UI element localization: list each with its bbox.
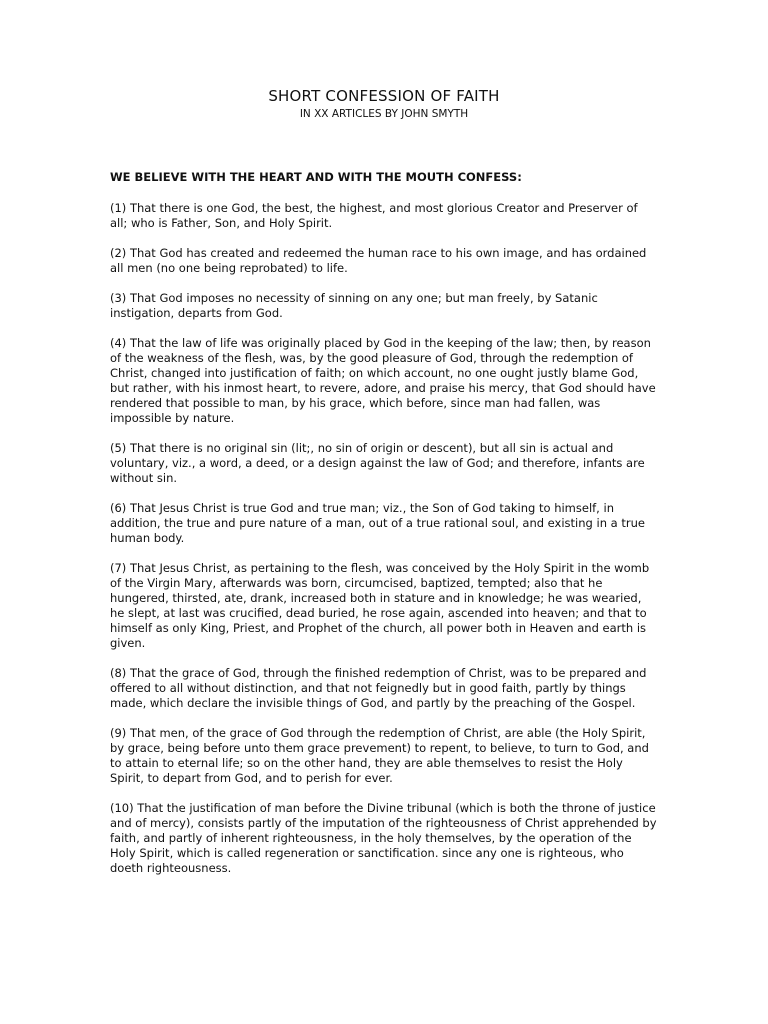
article-10: (10) That the justification of man before the Divine tribunal (which is both the throne of justice and of mercy), consists partly of the imputation of the righteousness of Christ apprehended by faith, and partly of inherent righteousness, in the holy themselves, by the operation of the Holy Spirit, which is called regeneration or sanctification. since any one is righteous, who doeth righteousness. [110,801,657,875]
article-4: (4) That the law of life was originally placed by God in the keeping of the law; then, by reason of the weakness of the flesh, was, by the good pleasure of God, through the redemption of Christ, changed into justification of faith; on which account, no one ought justly blame God, but rather, with his inmost heart, to revere, adore, and praise his mercy, that God should have rendered that possible to man, by his grace, which before, since man had fallen, was impossible by nature. [110,336,656,425]
confession-heading: WE BELIEVE WITH THE HEART AND WITH THE MOUTH CONFESS: [110,170,522,184]
article-3: (3) That God imposes no necessity of sinning on any one; but man freely, by Satanic instigation, departs from God. [110,291,598,320]
article-2: (2) That God has created and redeemed the human race to his own image, and has ordained all men (no one being reprobated) to life. [110,246,647,275]
document-subtitle: IN XX ARTICLES BY JOHN SMYTH [299,108,469,120]
articles-body [110,201,658,891]
article-6: (6) That Jesus Christ is true God and true man; viz., the Son of God taking to himself, in addition, the true and pure nature of a man, out of a true rational soul, and existing in a true human body. [110,501,645,545]
document-title: SHORT CONFESSION OF FAITH [268,87,500,105]
article-7: (7) That Jesus Christ, as pertaining to the flesh, was conceived by the Holy Spirit in the womb of the Virgin Mary, afterwards was born, circumcised, baptized, tempted; also that he hungered, thirsted, ate, drank, increased both in stature and in knowledge; he was wearied, he slept, at last was crucified, dead buried, he rose again, ascended into heaven; and that to himself as only King, Priest, and Prophet of the church, all power both in Heaven and earth is given. [110,561,650,650]
article-5: (5) That there is no original sin (lit;, no sin of origin or descent), but all sin is actual and voluntary, viz., a word, a deed, or a design against the law of God; and therefore, infants are without sin. [110,441,645,485]
article-8: (8) That the grace of God, through the finished redemption of Christ, was to be prepared and offered to all without distinction, and that not feignedly but in good faith, partly by things made, which declare the invisible things of God, and partly by the preaching of the Gospel. [110,666,647,710]
article-9: (9) That men, of the grace of God through the redemption of Christ, are able (the Holy Spirit, by grace, being before unto them grace prevement) to repent, to believe, to turn to God, and to attain to eternal life; so on the other hand, they are able themselves to resist the Holy Spirit, to depart from God, and to perish for ever. [110,726,649,785]
article-1: (1) That there is one God, the best, the highest, and most glorious Creator and Preserver of all; who is Father, Son, and Holy Spirit. [110,201,638,230]
